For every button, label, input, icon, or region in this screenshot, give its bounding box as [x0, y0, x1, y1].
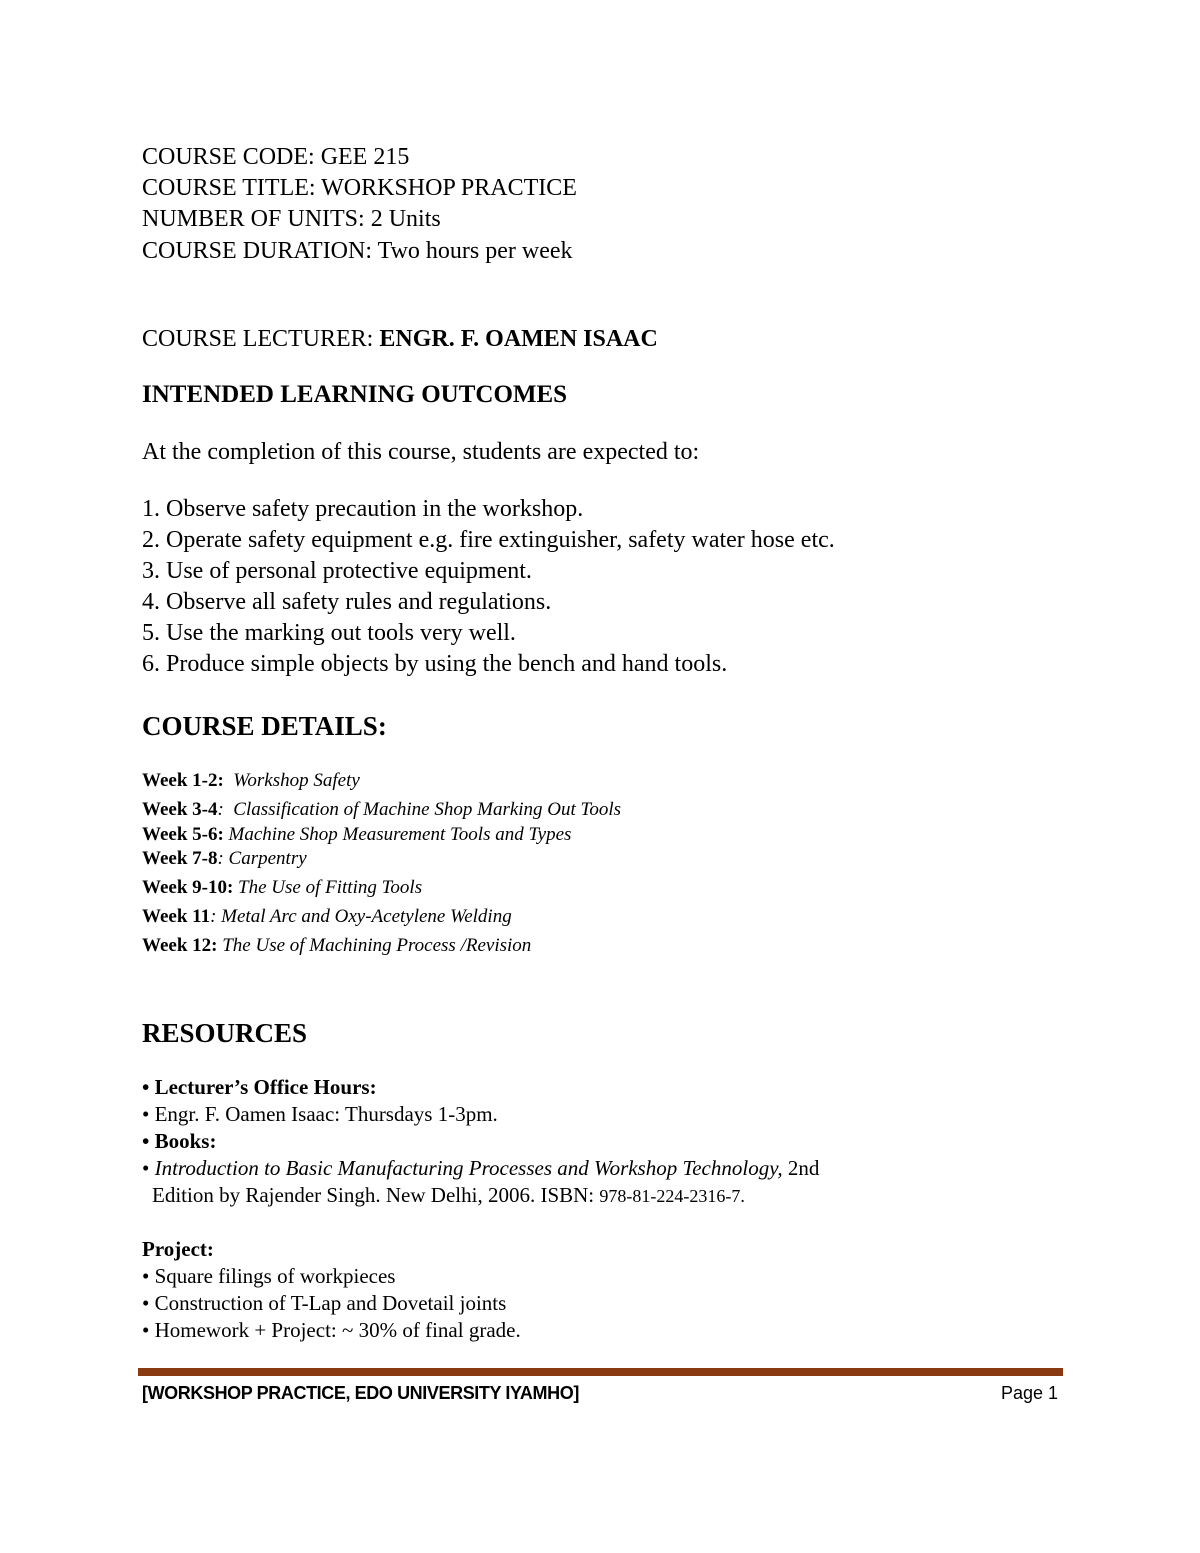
- week-label: Week 3-4: [142, 799, 218, 820]
- week-row: [142, 768, 360, 794]
- bullet: •: [142, 1156, 155, 1180]
- week-row: [142, 797, 621, 823]
- book-title: Introduction to Basic Manufacturing Processes and Workshop Technology,: [154, 1156, 783, 1180]
- week-topic: Machine Shop Measurement Tools and Types: [228, 824, 572, 845]
- book-publication: Edition by Rajender Singh. New Delhi, 2006. ISBN:: [152, 1183, 600, 1207]
- lecturer-label: COURSE LECTURER:: [142, 326, 380, 352]
- book-edition: 2nd: [782, 1156, 820, 1180]
- outcomes-heading: INTENDED LEARNING OUTCOMES: [142, 381, 568, 408]
- course-duration: COURSE DURATION: Two hours per week: [142, 238, 573, 264]
- project-item: • Construction of T-Lap and Dovetail joints: [142, 1291, 507, 1315]
- week-separator: [224, 770, 234, 791]
- week-row: [142, 846, 307, 872]
- week-topic: Carpentry: [228, 848, 307, 869]
- week-topic: The Use of Machining Process /Revision: [222, 935, 532, 956]
- week-separator: :: [217, 799, 234, 820]
- outcome-item: 1. Observe safety precaution in the workshop.: [142, 496, 584, 522]
- week-label: Week 12:: [142, 935, 218, 956]
- week-label: Week 11: [142, 906, 211, 927]
- course-details-heading: COURSE DETAILS:: [142, 711, 387, 741]
- page-number: Page 1: [1000, 1383, 1058, 1403]
- book-reference-line1: [142, 1155, 819, 1182]
- week-row: [142, 933, 531, 959]
- week-row: [142, 822, 571, 848]
- outcome-item: 3. Use of personal protective equipment.: [142, 558, 532, 584]
- outcome-item: 6. Produce simple objects by using the bench and hand tools.: [142, 651, 728, 677]
- week-label: Week 7-8: [142, 848, 218, 869]
- week-label: Week 9-10:: [142, 877, 234, 898]
- project-item: • Square filings of workpieces: [142, 1264, 396, 1288]
- week-separator: :: [210, 906, 222, 927]
- resources-heading: RESOURCES: [142, 1018, 308, 1048]
- footer-rule: [138, 1368, 1063, 1376]
- week-row: [142, 904, 512, 930]
- project-heading: Project:: [142, 1237, 214, 1261]
- course-code: COURSE CODE: GEE 215: [142, 144, 410, 170]
- office-hours-label: • Lecturer’s Office Hours:: [142, 1075, 377, 1099]
- week-topic: Workshop Safety: [233, 770, 360, 791]
- outcome-item: 5. Use the marking out tools very well.: [142, 620, 516, 646]
- week-label: Week 1-2:: [142, 770, 224, 791]
- week-row: [142, 875, 422, 901]
- week-label: Week 5-6:: [142, 824, 224, 845]
- book-reference-line2: [152, 1182, 745, 1210]
- project-item: • Homework + Project: ~ 30% of final grade.: [142, 1318, 521, 1342]
- book-isbn: 978-81-224-2316-7.: [599, 1186, 745, 1206]
- course-title: COURSE TITLE: WORKSHOP PRACTICE: [142, 175, 577, 201]
- week-topic: Metal Arc and Oxy-Acetylene Welding: [221, 906, 512, 927]
- books-label: • Books:: [142, 1129, 217, 1153]
- outcome-item: 2. Operate safety equipment e.g. fire extinguisher, safety water hose etc.: [142, 527, 835, 553]
- week-topic: The Use of Fitting Tools: [238, 877, 423, 898]
- course-lecturer: [142, 324, 658, 355]
- footer-title: [WORKSHOP PRACTICE, EDO UNIVERSITY IYAMHO]: [142, 1383, 579, 1403]
- outcome-item: 4. Observe all safety rules and regulations.: [142, 589, 552, 615]
- outcomes-intro: At the completion of this course, students are expected to:: [142, 439, 700, 465]
- lecturer-name: ENGR. F. OAMEN ISAAC: [379, 326, 658, 352]
- number-of-units: NUMBER OF UNITS: 2 Units: [142, 206, 441, 232]
- office-hours-text: • Engr. F. Oamen Isaac: Thursdays 1-3pm.: [142, 1102, 498, 1126]
- week-separator: :: [217, 848, 229, 869]
- week-topic: Classification of Machine Shop Marking Out Tools: [233, 799, 622, 820]
